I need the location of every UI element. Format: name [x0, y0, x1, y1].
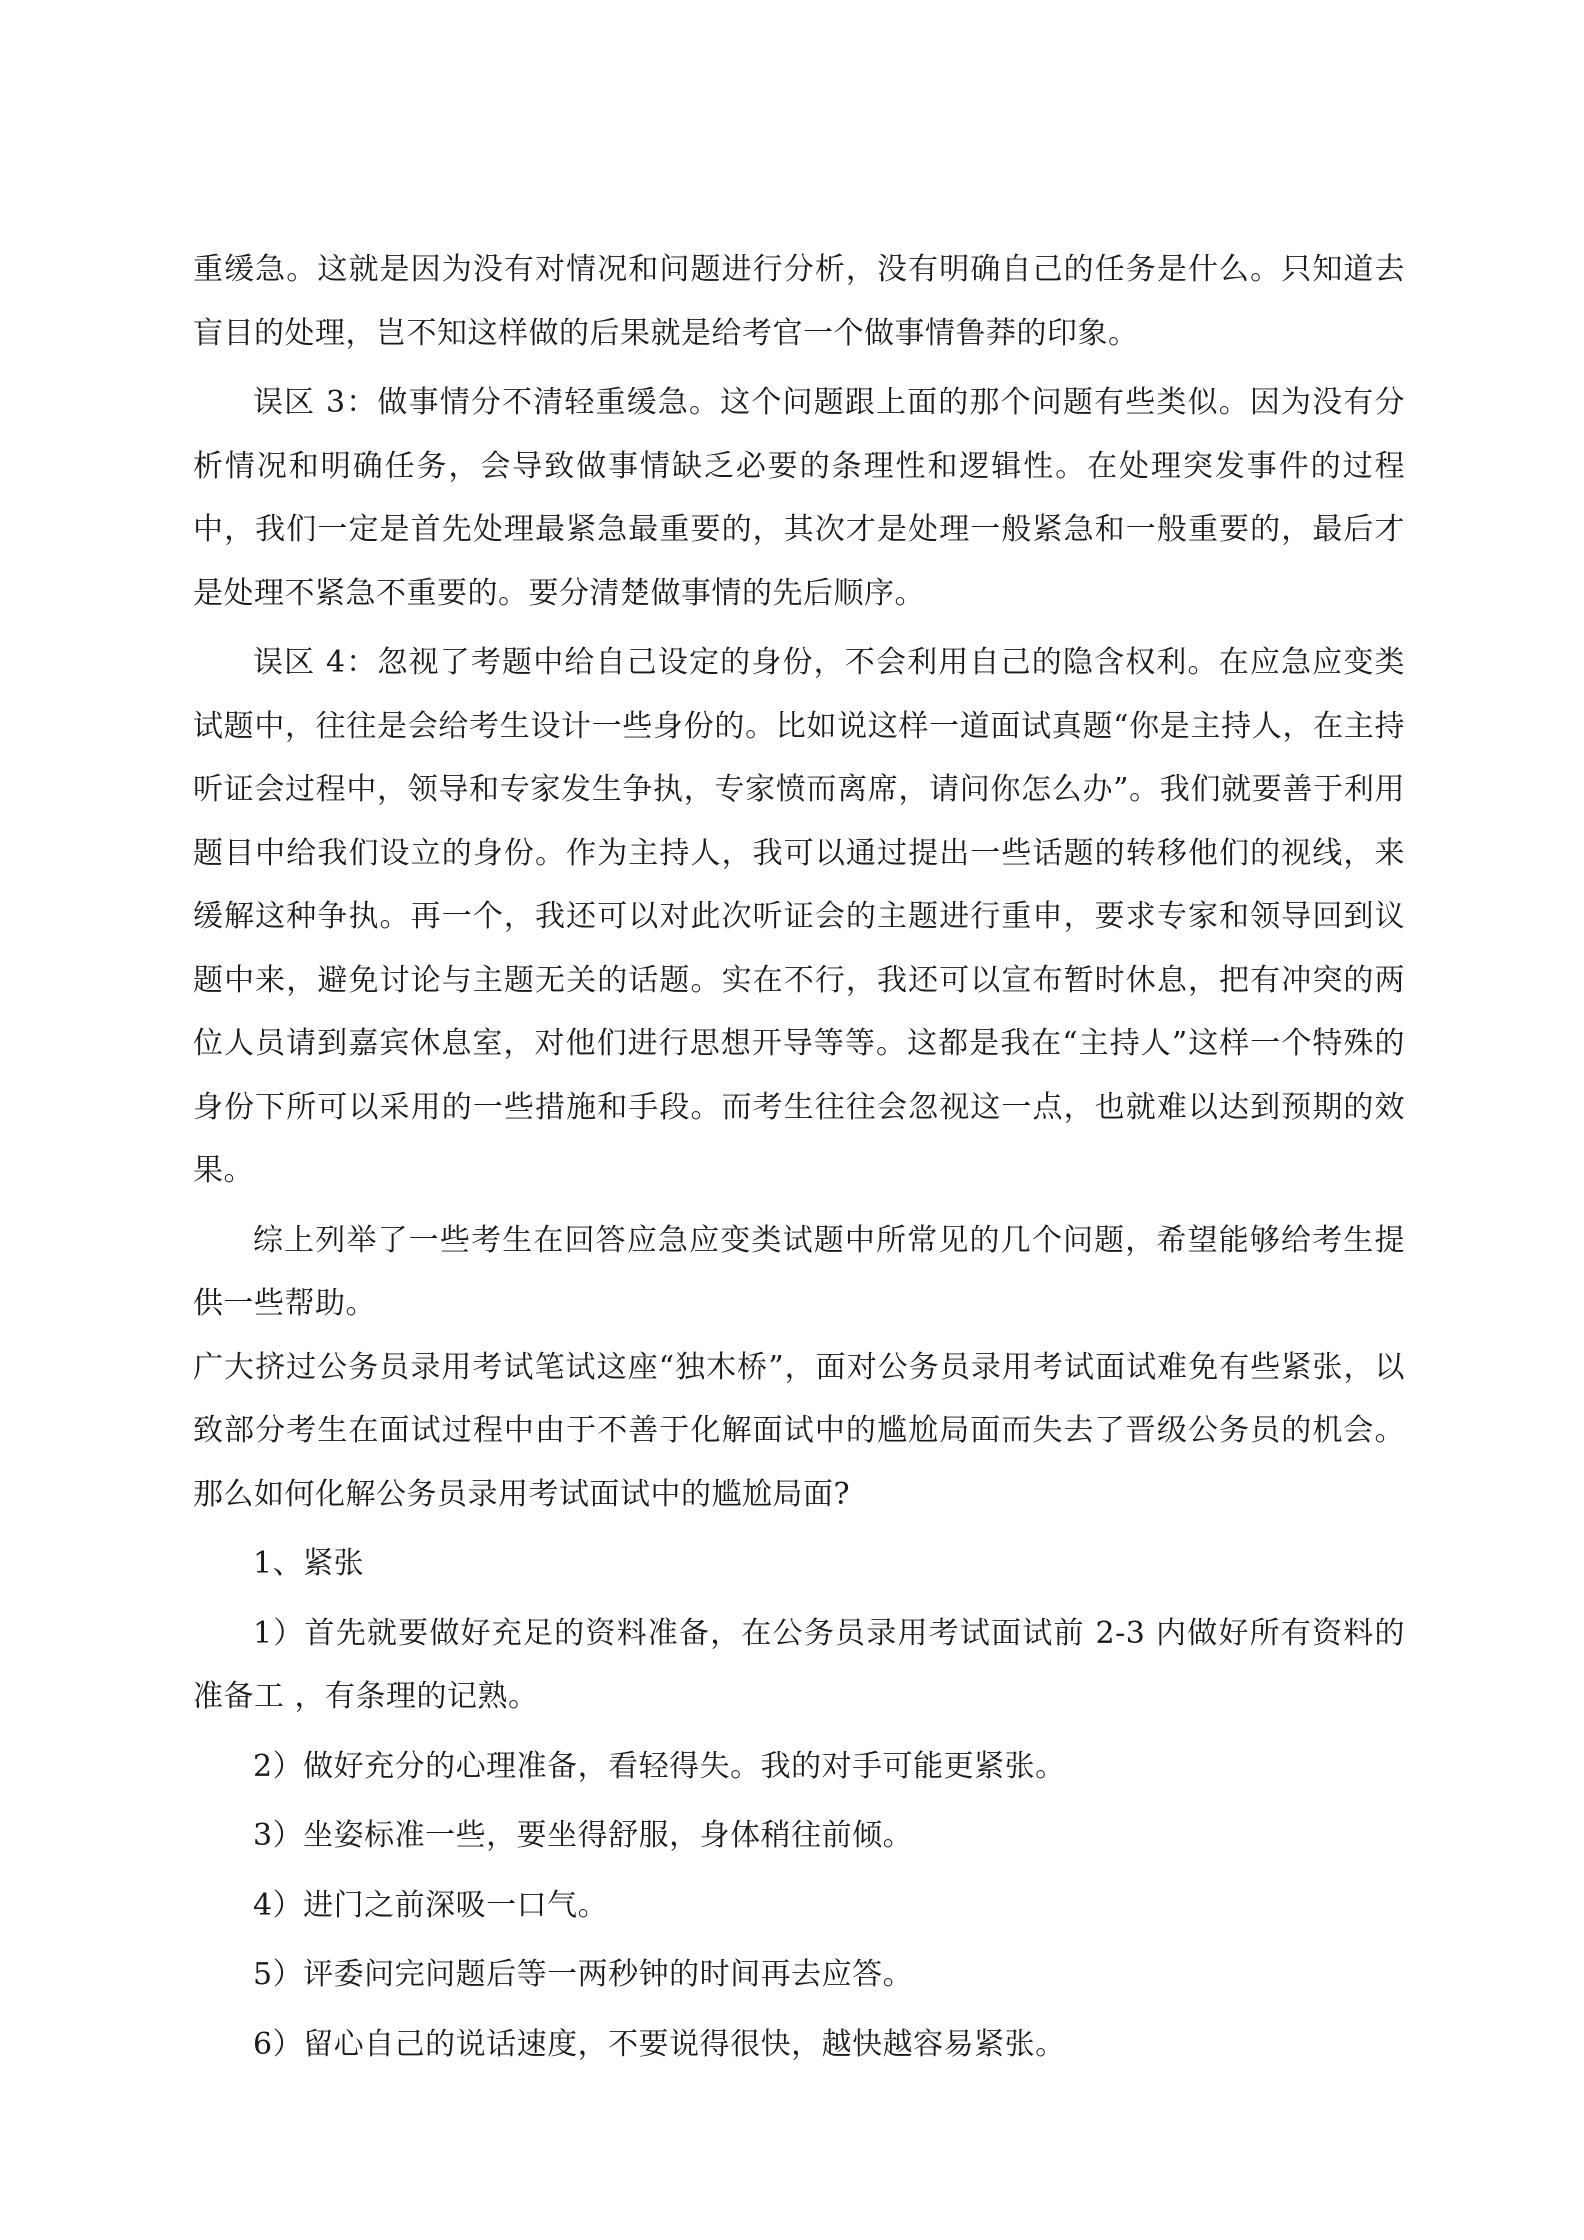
list-item-3: 3）坐姿标准一些，要坐得舒服，身体稍往前倾。: [253, 1818, 914, 1853]
paragraph-summary: 综上列举了一些考生在回答应急应变类试题中所常见的几个问题，希望能够给考生提供一些帮助。: [193, 1222, 1405, 1321]
list-item-1: 1）首先就要做好充足的资料准备，在公务员录用考试面试前 2-3 内做好所有资料的准备工 ，有条理的记熟。: [193, 1615, 1405, 1714]
section-heading-nervous: 1、紧张: [253, 1546, 365, 1581]
document-body: [193, 238, 1405, 2076]
paragraph-continuation: 重缓急。这就是因为没有对情况和问题进行分析，没有明确自己的任务是什么。只知道去盲目的处理，岂不知这样做的后果就是给考官一个做事情鲁莽的印象。: [193, 252, 1405, 351]
paragraph-pitfall-4: 误区 4：忽视了考题中给自己设定的身份，不会利用自己的隐含权利。在应急应变类试题中，往往是会给考生设计一些身份的。比如说这样一道面试真题“你是主持人，在主持听证会过程中，领导和专家发生争执，专家愤而离席，请问你怎么办”。我们就要善于利用题目中给我们设立的身份。作为主持人，我可以通过提出一些话题的转移他们的视线，来缓解这种争执。再一个，我还可以对此次听证会的主题进行重申，要求专家和领导回到议题中来，避免讨论与主题无关的话题。实在不行，我还可以宣布暂时休息，把有冲突的两位人员请到嘉宾休息室，对他们进行思想开导等等。这都是我在“主持人”这样一个特殊的身份下所可以采用的一些措施和手段。而考生往往会忽视这一点，也就难以达到预期的效果。: [193, 645, 1405, 1188]
paragraph-intro-awkward: 广大挤过公务员录用考试笔试这座“独木桥”，面对公务员录用考试面试难免有些紧张，以致部分考生在面试过程中由于不善于化解面试中的尴尬局面而失去了晋级公务员的机会。那么如何化解公务员录用考试面试中的尴尬局面?: [193, 1349, 1405, 1512]
list-item-4: 4）进门之前深吸一口气。: [253, 1887, 609, 1923]
list-item-6: 6）留心自己的说话速度，不要说得很快，越快越容易紧张。: [253, 2026, 1066, 2062]
list-item-5: 5）评委问完问题后等一两秒钟的时间再去应答。: [253, 1957, 914, 1992]
paragraph-pitfall-3: 误区 3：做事情分不清轻重缓急。这个问题跟上面的那个问题有些类似。因为没有分析情况和明确任务，会导致做事情缺乏必要的条理性和逻辑性。在处理突发事件的过程中，我们一定是首先处理最紧急最重要的，其次才是处理一般紧急和一般重要的，最后才是处理不紧急不重要的。要分清楚做事情的先后顺序。: [193, 385, 1405, 611]
list-item-2: 2）做好充分的心理准备，看轻得失。我的对手可能更紧张。: [253, 1748, 1066, 1784]
